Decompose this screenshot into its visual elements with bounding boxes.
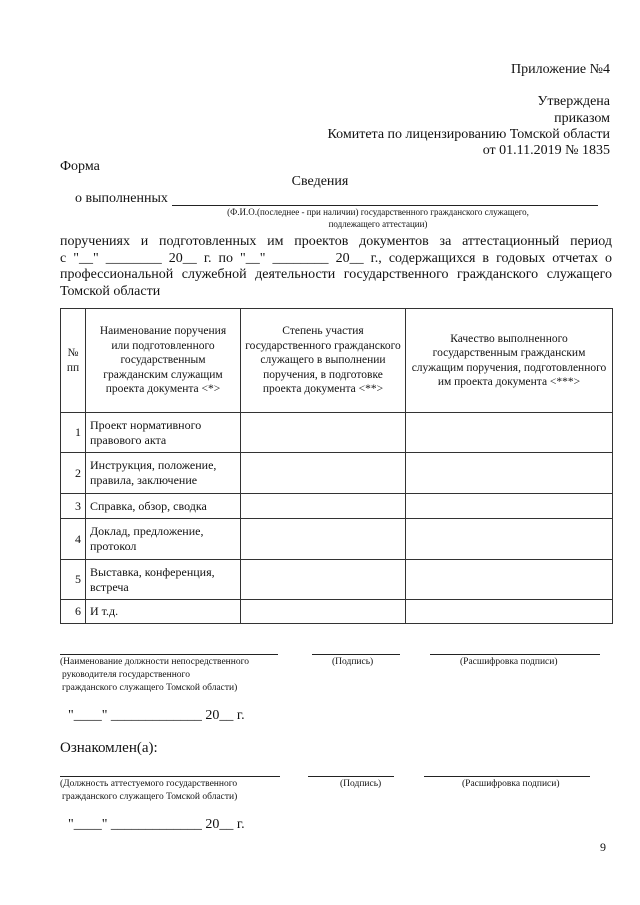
row-participation-cell xyxy=(241,519,406,560)
row-participation-cell xyxy=(241,600,406,624)
row-quality-cell xyxy=(406,519,613,560)
table-row xyxy=(61,494,613,519)
approved-label: Утверждена xyxy=(537,94,610,109)
employee-position-caption-2: гражданского служащего Томской области) xyxy=(62,792,238,802)
row-quality-cell xyxy=(406,413,613,453)
supervisor-position-caption-1: (Наименование должности непосредственного xyxy=(60,657,249,667)
header-name: Наименование поручения или подготовленного государственным гражданским служащим проекта документа <*> xyxy=(86,309,241,413)
row-name: Выставка, конференция, встреча xyxy=(86,560,241,600)
supervisor-position-line xyxy=(60,654,278,655)
supervisor-signature-line xyxy=(312,654,400,655)
row-name: Проект нормативного правового акта xyxy=(86,413,241,453)
table-header-row xyxy=(61,309,613,413)
header-num: № пп xyxy=(61,309,86,413)
employee-decoding-line xyxy=(424,776,590,777)
row-participation-cell xyxy=(241,560,406,600)
row-num: 2 xyxy=(61,453,86,494)
supervisor-decoding-caption: (Расшифровка подписи) xyxy=(460,657,558,667)
supervisor-position-caption-2: руководителя государственного xyxy=(62,670,190,680)
table-row xyxy=(61,413,613,453)
header-participation: Степень участия государственного гражданского служащего в выполнении поручения, в подготовке проекта документа <**> xyxy=(241,309,406,413)
row-num: 3 xyxy=(61,494,86,519)
row-quality-cell xyxy=(406,494,613,519)
table-row xyxy=(61,519,613,560)
row-quality-cell xyxy=(406,600,613,624)
supervisor-position-caption-3: гражданского служащего Томской области) xyxy=(62,683,238,693)
employee-position-caption-1: (Должность аттестуемого государственного xyxy=(60,779,238,789)
committee-label: Комитета по лицензированию Томской области xyxy=(327,127,610,142)
row-num: 5 xyxy=(61,560,86,600)
order-label: приказом xyxy=(554,111,610,126)
row-name: И т.д. xyxy=(86,600,241,624)
body-line-3: профессиональной служебной деятельности государственного гражданского служащего xyxy=(60,267,612,282)
row-quality-cell xyxy=(406,560,613,600)
row-num: 4 xyxy=(61,519,86,560)
row-num: 6 xyxy=(61,600,86,624)
supervisor-date: "____" _____________ 20__ г. xyxy=(68,708,245,723)
body-line-2: с "__" ________ 20__ г. по "__" ________ 20__ г., содержащихся в годовых отчетах о xyxy=(60,251,612,266)
order-date: от 01.11.2019 № 1835 xyxy=(482,143,610,158)
table-row xyxy=(61,600,613,624)
intro-prefix: о выполненных xyxy=(75,191,168,206)
records-table xyxy=(60,308,613,624)
row-name: Доклад, предложение, протокол xyxy=(86,519,241,560)
row-participation-cell xyxy=(241,413,406,453)
page-number: 9 xyxy=(600,840,606,854)
row-participation-cell xyxy=(241,494,406,519)
employee-signature-line xyxy=(308,776,394,777)
employee-position-line xyxy=(60,776,280,777)
body-line-1: поручениях и подготовленных им проектов документов за аттестационный период xyxy=(60,234,612,249)
form-label: Форма xyxy=(60,159,100,174)
body-line-4: Томской области xyxy=(60,284,161,299)
table-row xyxy=(61,453,613,494)
employee-decoding-caption: (Расшифровка подписи) xyxy=(462,779,560,789)
document-title: Сведения xyxy=(291,174,349,189)
appendix-label: Приложение №4 xyxy=(511,62,610,77)
row-num: 1 xyxy=(61,413,86,453)
fio-caption-1: (Ф.И.О.(последнее - при наличии) государственного гражданского служащего, xyxy=(227,207,529,217)
row-quality-cell xyxy=(406,453,613,494)
employee-signature-caption: (Подпись) xyxy=(340,779,382,789)
row-name: Инструкция, положение, правила, заключение xyxy=(86,453,241,494)
employee-date: "____" _____________ 20__ г. xyxy=(68,817,245,832)
row-participation-cell xyxy=(241,453,406,494)
acquainted-label: Ознакомлен(а): xyxy=(60,740,158,756)
table-row xyxy=(61,560,613,600)
header-quality: Качество выполненного государственным гражданским служащим поручения, подготовленного им проекта документа <***> xyxy=(406,309,613,413)
row-name: Справка, обзор, сводка xyxy=(86,494,241,519)
supervisor-decoding-line xyxy=(430,654,600,655)
fio-caption-2: подлежащего аттестации) xyxy=(328,219,428,229)
supervisor-signature-caption: (Подпись) xyxy=(332,657,374,667)
